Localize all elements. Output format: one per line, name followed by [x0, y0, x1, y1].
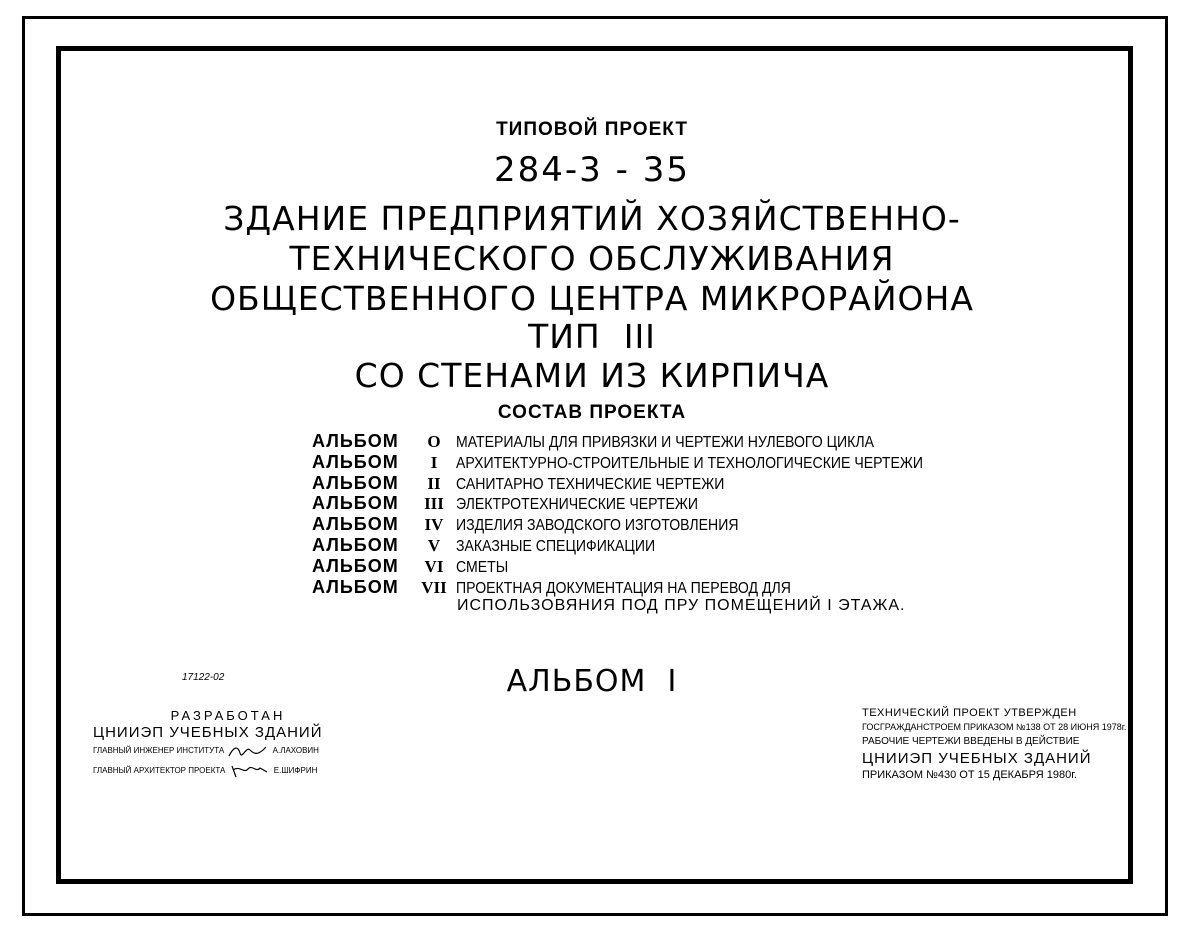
album-description: САНИТАРНО ТЕХНИЧЕСКИЕ ЧЕРТЕЖИ [456, 475, 725, 493]
album-number: I [430, 452, 438, 472]
approval-line-1: ТЕХНИЧЕСКИЙ ПРОЕКТ УТВЕРЖДЕН [862, 707, 1077, 719]
document-code: 17122-02 [182, 672, 225, 683]
title-line-2: ТЕХНИЧЕСКОГО ОБСЛУЖИВАНИЯ [289, 239, 895, 278]
album-row [312, 493, 987, 514]
album-description: АРХИТЕКТУРНО-СТРОИТЕЛЬНЫЕ И ТЕХНОЛОГИЧЕСКИЕ ЧЕРТЕЖИ [456, 454, 923, 472]
album-label: АЛЬБОМ [312, 431, 399, 451]
album-row [312, 577, 987, 598]
album-label: АЛЬБОМ [312, 576, 399, 597]
approval-line-2: ГОСГРАЖДАНСТРОЕМ ПРИКАЗОМ №138 ОТ 28 ИЮНЯ 1978г. [862, 722, 1127, 732]
album-number: О [427, 432, 441, 451]
composition-heading: СОСТАВ ПРОЕКТА [497, 402, 687, 423]
approval-order: ПРИКАЗОМ №430 ОТ 15 ДЕКАБРЯ 1980г. [862, 769, 1077, 781]
album-description: ЗАКАЗНЫЕ СПЕЦИФИКАЦИИ [456, 537, 656, 555]
developed-by-label: РАЗРАБОТАН [170, 708, 286, 723]
title-line-5: СО СТЕНАМИ ИЗ КИРПИЧА [354, 356, 830, 395]
album-row [312, 535, 987, 556]
album-description: ЭЛЕКТРОТЕХНИЧЕСКИЕ ЧЕРТЕЖИ [456, 496, 699, 514]
album-row [312, 473, 987, 494]
current-album: АЛЬБОМ I [506, 664, 678, 699]
developer-org: ЦНИИЭП УЧЕБНЫХ ЗДАНИЙ [93, 724, 323, 741]
album-label: АЛЬБОМ [312, 534, 399, 555]
album-label: АЛЬБОМ [312, 493, 399, 514]
album-description: ИЗДЕЛИЯ ЗАВОДСКОГО ИЗГОТОВЛЕНИЯ [456, 517, 739, 535]
title-type: ТИП III [528, 317, 656, 356]
album-number: IV [424, 515, 444, 535]
album-number: VI [424, 556, 444, 576]
album-description: МАТЕРИАЛЫ ДЛЯ ПРИВЯЗКИ И ЧЕРТЕЖИ НУЛЕВОГО ЦИКЛА [456, 434, 874, 451]
approval-block [862, 707, 1127, 781]
developer-block [93, 708, 383, 778]
chief-architect-line [93, 764, 383, 778]
signature-icon [228, 744, 268, 758]
approval-org: ЦНИИЭП УЧЕБНЫХ ЗДАНИЙ [862, 750, 1092, 767]
album-label: АЛЬБОМ [312, 555, 399, 576]
album-description: ПРОЕКТНАЯ ДОКУМЕНТАЦИЯ НА ПЕРЕВОД ДЛЯ [456, 579, 791, 597]
album-list [312, 431, 987, 597]
album-row [312, 431, 987, 452]
chief-engineer-line [93, 744, 383, 758]
signature-icon [230, 764, 270, 778]
title-line-3: ОБЩЕСТВЕННОГО ЦЕНТРА МИКРОРАЙОНА [210, 279, 974, 318]
album-row [312, 452, 987, 473]
album-number: VII [421, 577, 447, 597]
title-line-1: ЗДАНИЕ ПРЕДПРИЯТИЙ ХОЗЯЙСТВЕННО- [223, 199, 961, 238]
album-label: АЛЬБОМ [312, 472, 399, 493]
album-description: СМЕТЫ [456, 558, 509, 576]
chief-engineer-name: А.ЛАХОВИН [272, 746, 319, 756]
album-label: АЛЬБОМ [312, 514, 399, 535]
album-continuation: ИСПОЛЬЗОВЯНИЯ ПОД ПРУ ПОМЕЩЕНИЙ I ЭТАЖА. [457, 597, 906, 614]
approval-line-3: РАБОЧИЕ ЧЕРТЕЖИ ВВЕДЕНЫ В ДЕЙСТВИЕ [862, 736, 1080, 747]
chief-engineer-title: ГЛАВНЫЙ ИНЖЕНЕР ИНСТИТУТА [93, 746, 225, 756]
album-row [312, 556, 987, 577]
album-label: АЛЬБОМ [312, 451, 399, 472]
project-type-label: ТИПОВОЙ ПРОЕКТ [496, 119, 688, 140]
project-number: 284-3 - 35 [494, 150, 690, 190]
album-number: III [424, 494, 444, 514]
chief-architect-name: Е.ШИФРИН [273, 766, 318, 776]
album-number: II [427, 473, 441, 493]
album-number: V [427, 535, 441, 555]
album-row [312, 514, 987, 535]
chief-architect-title: ГЛАВНЫЙ АРХИТЕКТОР ПРОЕКТА [93, 766, 226, 776]
